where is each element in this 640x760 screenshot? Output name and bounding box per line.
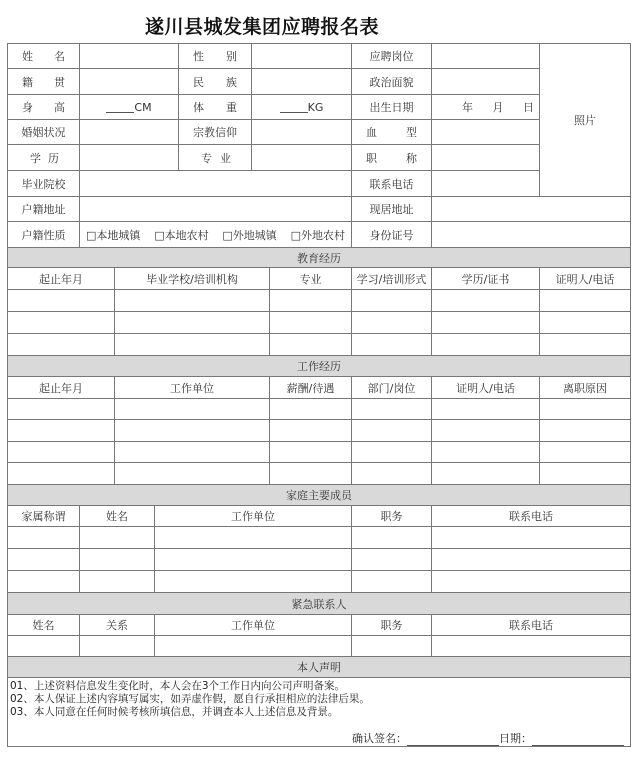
work-row-cell[interactable] <box>115 442 270 463</box>
work-column-header-text: 部门/岗位 <box>367 381 416 395</box>
id-number-input[interactable] <box>432 222 631 248</box>
phone-input[interactable] <box>432 171 540 197</box>
label-char: 姓 <box>22 49 33 63</box>
family-section-header <box>7 485 631 506</box>
religion-input[interactable] <box>252 120 352 145</box>
blood-input[interactable] <box>432 120 540 145</box>
hukou-option-checkbox[interactable]: □本地城镇 <box>86 228 141 242</box>
weight-label <box>179 95 252 120</box>
work-row-cell[interactable] <box>7 463 115 485</box>
emergency-column-header <box>432 615 631 636</box>
education-row-cell[interactable] <box>115 334 270 356</box>
work-row-cell[interactable] <box>7 442 115 463</box>
education-row-cell[interactable] <box>270 290 352 312</box>
hukou-option-checkbox[interactable]: □外地城镇 <box>222 228 277 242</box>
emergency-column-header-text: 工作单位 <box>231 619 275 632</box>
height-label <box>7 95 80 120</box>
education-row-cell[interactable] <box>432 312 540 334</box>
major-input[interactable] <box>252 145 352 171</box>
work-row-cell[interactable] <box>432 442 540 463</box>
emergency-row-cell[interactable] <box>352 636 432 657</box>
work-column-header <box>540 377 631 399</box>
education-row-cell[interactable] <box>432 334 540 356</box>
emergency-column-header-text: 关系 <box>106 619 128 632</box>
emergency-column-header <box>80 615 155 636</box>
education-column-header-text: 起止年月 <box>39 272 83 286</box>
phone-label <box>352 171 432 197</box>
unit-text: KG <box>307 100 324 114</box>
hukou-address-label-text: 户籍地址 <box>21 203 66 216</box>
family-row-cell[interactable] <box>80 527 155 549</box>
hukou-type-options <box>80 222 352 248</box>
current-address-label <box>352 197 432 222</box>
declaration-line: 03、本人同意在任何时候考核所填信息，并调查本人上述信息及背景。 <box>10 706 339 718</box>
family-column-header-text: 联系电话 <box>509 510 553 523</box>
work-row-cell[interactable] <box>540 463 631 485</box>
family-column-header-text: 姓名 <box>106 510 128 523</box>
education-column-header <box>7 268 115 290</box>
emergency-section-header <box>7 593 631 615</box>
label-char: 职 <box>366 151 377 165</box>
declaration-section-header-title: 本人声明 <box>297 661 341 674</box>
emergency-column-header-text: 姓名 <box>32 619 55 632</box>
education-row-cell[interactable] <box>432 290 540 312</box>
education-row-cell[interactable] <box>270 334 352 356</box>
position-label-text: 应聘岗位 <box>369 49 414 63</box>
work-column-header <box>7 377 115 399</box>
work-row-cell[interactable] <box>270 399 352 420</box>
label-char: 贯 <box>54 75 65 89</box>
education-row-cell[interactable] <box>352 334 432 356</box>
education-row-cell[interactable] <box>7 290 115 312</box>
label-char: 专 <box>201 151 212 165</box>
education-row-cell[interactable] <box>540 312 631 334</box>
label-char: 高 <box>54 101 65 114</box>
work-column-header-text: 离职原因 <box>563 381 607 395</box>
date-field[interactable] <box>532 733 624 746</box>
unit-text: CM <box>134 100 152 114</box>
work-row-cell[interactable] <box>432 463 540 485</box>
family-row-cell[interactable] <box>432 527 631 549</box>
education-row-cell[interactable] <box>7 312 115 334</box>
education-row-cell[interactable] <box>352 312 432 334</box>
hukou-address-input[interactable] <box>80 197 352 222</box>
emergency-row-cell[interactable] <box>7 636 80 657</box>
label-char: 业 <box>220 151 231 165</box>
label-char: 重 <box>226 101 237 114</box>
label-char: 别 <box>226 49 237 63</box>
blood-label <box>352 120 432 145</box>
phone-label-text: 联系电话 <box>369 177 414 191</box>
label-char: 血 <box>366 126 377 139</box>
position-label <box>352 43 432 69</box>
label-char: 称 <box>406 151 417 165</box>
label-char: 族 <box>226 75 237 89</box>
name-label <box>7 43 80 69</box>
family-column-header <box>352 506 432 527</box>
education-column-header-text: 毕业学校/培训机构 <box>146 272 238 286</box>
family-column-header-text: 职务 <box>380 510 403 523</box>
work-section-header <box>7 356 631 377</box>
label-char: 月 <box>492 101 504 114</box>
work-column-header-text: 证明人/电话 <box>456 381 515 395</box>
education-row-cell[interactable] <box>352 290 432 312</box>
work-row-cell[interactable] <box>7 420 115 442</box>
family-row-cell[interactable] <box>80 549 155 571</box>
education-column-header-text: 证明人/电话 <box>555 272 615 286</box>
education-label <box>7 145 80 171</box>
education-row-cell[interactable] <box>115 312 270 334</box>
education-column-header-text: 学历/证书 <box>461 272 510 286</box>
declaration-text <box>10 680 370 719</box>
family-row-cell[interactable] <box>7 527 80 549</box>
emergency-row-cell[interactable] <box>432 636 631 657</box>
work-column-header <box>432 377 540 399</box>
label-char: 性 <box>193 49 204 63</box>
work-row-cell[interactable] <box>115 463 270 485</box>
signature-line <box>352 730 624 746</box>
birth-input[interactable] <box>432 95 540 120</box>
hukou-type-label-text: 户籍性质 <box>21 228 66 242</box>
family-column-header <box>432 506 631 527</box>
education-column-header <box>432 268 540 290</box>
family-row-cell[interactable] <box>7 571 80 593</box>
native-input[interactable] <box>80 69 179 95</box>
family-row-cell[interactable] <box>352 571 432 593</box>
emergency-column-header-text: 联系电话 <box>509 619 553 632</box>
title-input[interactable] <box>432 145 540 171</box>
work-column-header-text: 起止年月 <box>39 381 83 395</box>
work-row-cell[interactable] <box>432 420 540 442</box>
work-column-header <box>115 377 270 399</box>
work-column-header-text: 薪酬/待遇 <box>286 381 335 395</box>
education-column-header-text: 专业 <box>299 272 322 286</box>
education-column-header <box>540 268 631 290</box>
work-row-cell[interactable] <box>432 399 540 420</box>
ethnic-label <box>179 69 252 95</box>
political-input[interactable] <box>432 69 540 95</box>
hukou-address-label <box>7 197 80 222</box>
emergency-column-header-text: 职务 <box>380 619 403 632</box>
work-row-cell[interactable] <box>540 420 631 442</box>
marital-label-text: 婚姻状况 <box>21 126 66 139</box>
work-row-cell[interactable] <box>352 420 432 442</box>
gender-input[interactable] <box>252 43 352 69</box>
work-row-cell[interactable] <box>352 463 432 485</box>
religion-label <box>179 120 252 145</box>
emergency-section-header-title: 紧急联系人 <box>291 597 347 611</box>
signature-field[interactable] <box>407 733 499 746</box>
family-column-header <box>80 506 155 527</box>
sign-label: 确认签名： <box>352 732 407 745</box>
family-row-cell[interactable] <box>155 549 352 571</box>
name-input[interactable] <box>80 43 179 69</box>
work-section-header-title: 工作经历 <box>297 360 341 373</box>
label-char: 型 <box>406 126 417 139</box>
gender-label <box>179 43 252 69</box>
emergency-column-header <box>155 615 352 636</box>
education-section-header-title: 教育经历 <box>297 251 341 265</box>
id-number-label <box>352 222 432 248</box>
label-char: 身 <box>22 101 33 114</box>
work-column-header <box>352 377 432 399</box>
emergency-row-cell[interactable] <box>80 636 155 657</box>
position-input[interactable] <box>432 43 540 69</box>
family-row-cell[interactable] <box>352 527 432 549</box>
family-column-header <box>7 506 80 527</box>
current-address-input[interactable] <box>432 197 631 222</box>
education-row-cell[interactable] <box>540 290 631 312</box>
education-input[interactable] <box>80 145 179 171</box>
work-row-cell[interactable] <box>540 442 631 463</box>
height-input[interactable] <box>80 95 179 120</box>
work-row-cell[interactable] <box>270 420 352 442</box>
school-label-text: 毕业院校 <box>21 177 66 191</box>
current-address-label-text: 现居地址 <box>369 203 414 216</box>
family-column-header-text: 家属称谓 <box>21 510 66 523</box>
work-column-header-text: 工作单位 <box>170 381 214 395</box>
blank-underline <box>280 102 308 113</box>
family-row-cell[interactable] <box>80 571 155 593</box>
declaration-line: 01、上述资料信息发生变化时，本人会在3个工作日内向公司声明备案。 <box>10 680 346 692</box>
hukou-option-checkbox[interactable]: □本地农村 <box>154 228 209 242</box>
photo-box <box>540 43 631 197</box>
family-row-cell[interactable] <box>432 549 631 571</box>
family-row-cell[interactable] <box>155 571 352 593</box>
education-row-cell[interactable] <box>115 290 270 312</box>
school-input[interactable] <box>80 171 352 197</box>
political-label-text: 政治面貌 <box>369 75 414 89</box>
weight-input[interactable] <box>252 95 352 120</box>
religion-label-text: 宗教信仰 <box>193 126 237 139</box>
blank-underline <box>106 102 134 113</box>
work-row-cell[interactable] <box>270 442 352 463</box>
family-section-header-title: 家庭主要成员 <box>286 489 352 502</box>
work-row-cell[interactable] <box>115 420 270 442</box>
marital-input[interactable] <box>80 120 179 145</box>
id-number-label-text: 身份证号 <box>369 228 414 242</box>
declaration-line: 02、本人保证上述内容填写属实，如弄虚作假，愿自行承担相应的法律后果。 <box>10 693 370 705</box>
family-row-cell[interactable] <box>432 571 631 593</box>
native-label <box>7 69 80 95</box>
work-row-cell[interactable] <box>352 399 432 420</box>
work-column-header <box>270 377 352 399</box>
form-title: 遂川县城发集团应聘报名表 <box>144 16 379 38</box>
label-char: 籍 <box>22 75 33 89</box>
hukou-option-checkbox[interactable]: □外地农村 <box>290 228 345 242</box>
ethnic-input[interactable] <box>252 69 352 95</box>
education-row-cell[interactable] <box>540 334 631 356</box>
work-row-cell[interactable] <box>540 399 631 420</box>
label-char: 学 <box>30 151 41 165</box>
birth-label-text: 出生日期 <box>369 101 414 114</box>
label-char: 年 <box>462 101 473 114</box>
emergency-column-header <box>7 615 80 636</box>
emergency-column-header <box>352 615 432 636</box>
work-row-cell[interactable] <box>352 442 432 463</box>
family-row-cell[interactable] <box>352 549 432 571</box>
title-label <box>352 145 432 171</box>
major-label <box>179 145 252 171</box>
education-row-cell[interactable] <box>270 312 352 334</box>
work-row-cell[interactable] <box>270 463 352 485</box>
education-column-header-text: 学习/培训形式 <box>356 272 427 286</box>
work-row-cell[interactable] <box>115 399 270 420</box>
photo-box-text: 照片 <box>574 113 596 127</box>
date-label: 日期： <box>499 732 532 745</box>
marital-label <box>7 120 80 145</box>
label-char: 历 <box>48 151 59 165</box>
political-label <box>352 69 432 95</box>
label-char: 体 <box>193 101 204 114</box>
label-char: 日 <box>523 101 534 114</box>
family-column-header-text: 工作单位 <box>231 510 275 523</box>
declaration-section-header <box>7 657 631 678</box>
family-column-header <box>155 506 352 527</box>
education-section-header <box>7 248 631 268</box>
emergency-row-cell[interactable] <box>155 636 352 657</box>
birth-label <box>352 95 432 120</box>
family-row-cell[interactable] <box>7 549 80 571</box>
label-char: 名 <box>54 49 65 63</box>
education-column-header <box>115 268 270 290</box>
label-char: 民 <box>193 75 204 89</box>
education-column-header <box>270 268 352 290</box>
hukou-type-label <box>7 222 80 248</box>
education-row-cell[interactable] <box>7 334 115 356</box>
school-label <box>7 171 80 197</box>
education-column-header <box>352 268 432 290</box>
family-row-cell[interactable] <box>155 527 352 549</box>
work-row-cell[interactable] <box>7 399 115 420</box>
